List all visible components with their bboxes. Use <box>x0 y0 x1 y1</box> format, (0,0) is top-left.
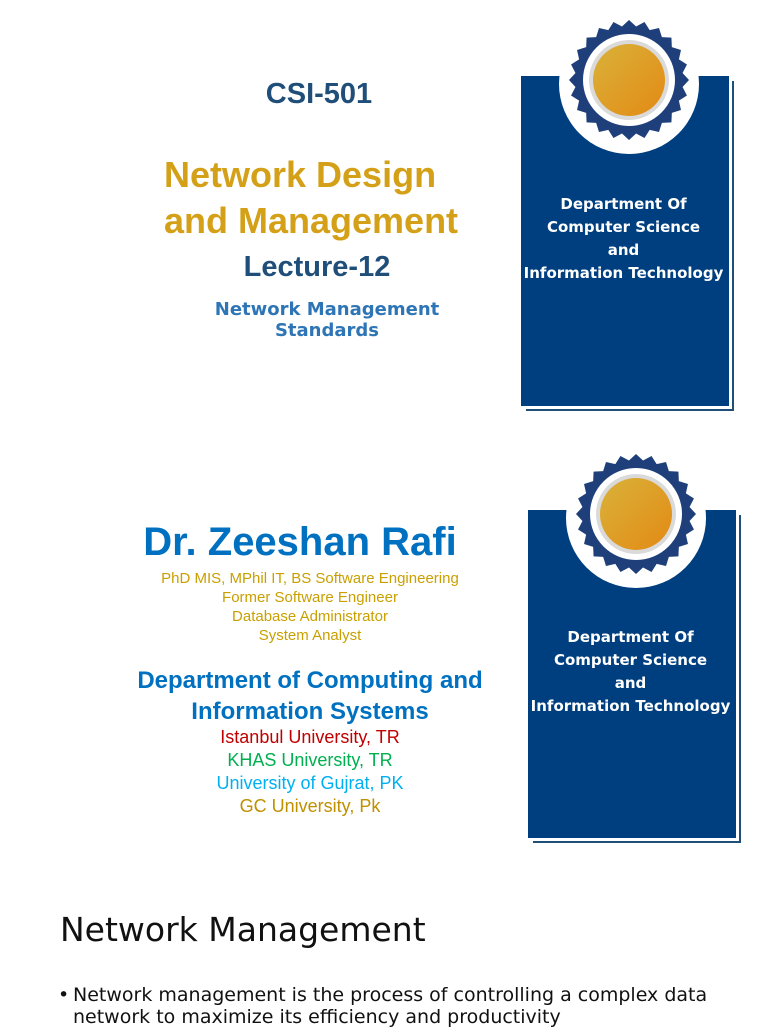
department-name <box>110 665 510 727</box>
department-line1: Department of Computing and <box>137 667 483 694</box>
badge-line2: Computer Science <box>553 651 708 669</box>
badge-text <box>521 193 726 285</box>
seal-icon <box>559 18 699 158</box>
credential-line: PhD MIS, MPhil IT, BS Software Engineering <box>161 570 459 587</box>
course-code: CSI-501 <box>265 78 373 110</box>
badge-line1: Department Of <box>567 628 694 646</box>
university-item: KHAS University, TR <box>227 750 393 770</box>
badge-line4: Information Technology <box>523 264 724 282</box>
credential-line: Database Administrator <box>232 608 388 625</box>
badge-line1: Department Of <box>560 195 687 213</box>
title-slide <box>0 0 768 430</box>
badge-line3: and <box>607 241 640 259</box>
course-title <box>150 152 504 244</box>
bullet-text: Network management is the process of controlling a complex data network to maximize its efficiency and productivity <box>73 984 708 1028</box>
lecture-topic: Network Management Standards <box>214 299 440 341</box>
seal-icon <box>566 452 706 592</box>
credential-line: System Analyst <box>258 627 362 644</box>
bullet-item <box>58 984 718 1028</box>
bullet-marker: • <box>58 984 70 1006</box>
section-title: Network Management <box>60 910 426 949</box>
badge-text <box>528 626 733 718</box>
department-line2: Information Systems <box>191 698 429 725</box>
lecture-number: Lecture-12 <box>243 251 391 283</box>
department-badge <box>528 452 740 844</box>
course-title-line1: Network Design <box>164 154 437 195</box>
badge-line3: and <box>614 674 647 692</box>
credential-line: Former Software Engineer <box>222 589 398 606</box>
university-item: University of Gujrat, PK <box>216 773 404 793</box>
speaker-name: Dr. Zeeshan Rafi <box>143 520 457 564</box>
badge-line4: Information Technology <box>530 697 731 715</box>
badge-line2: Computer Science <box>546 218 701 236</box>
university-item: Istanbul University, TR <box>220 727 400 747</box>
course-title-line2: and Management <box>164 200 459 241</box>
department-badge <box>521 18 733 410</box>
university-item: GC University, Pk <box>239 796 381 816</box>
